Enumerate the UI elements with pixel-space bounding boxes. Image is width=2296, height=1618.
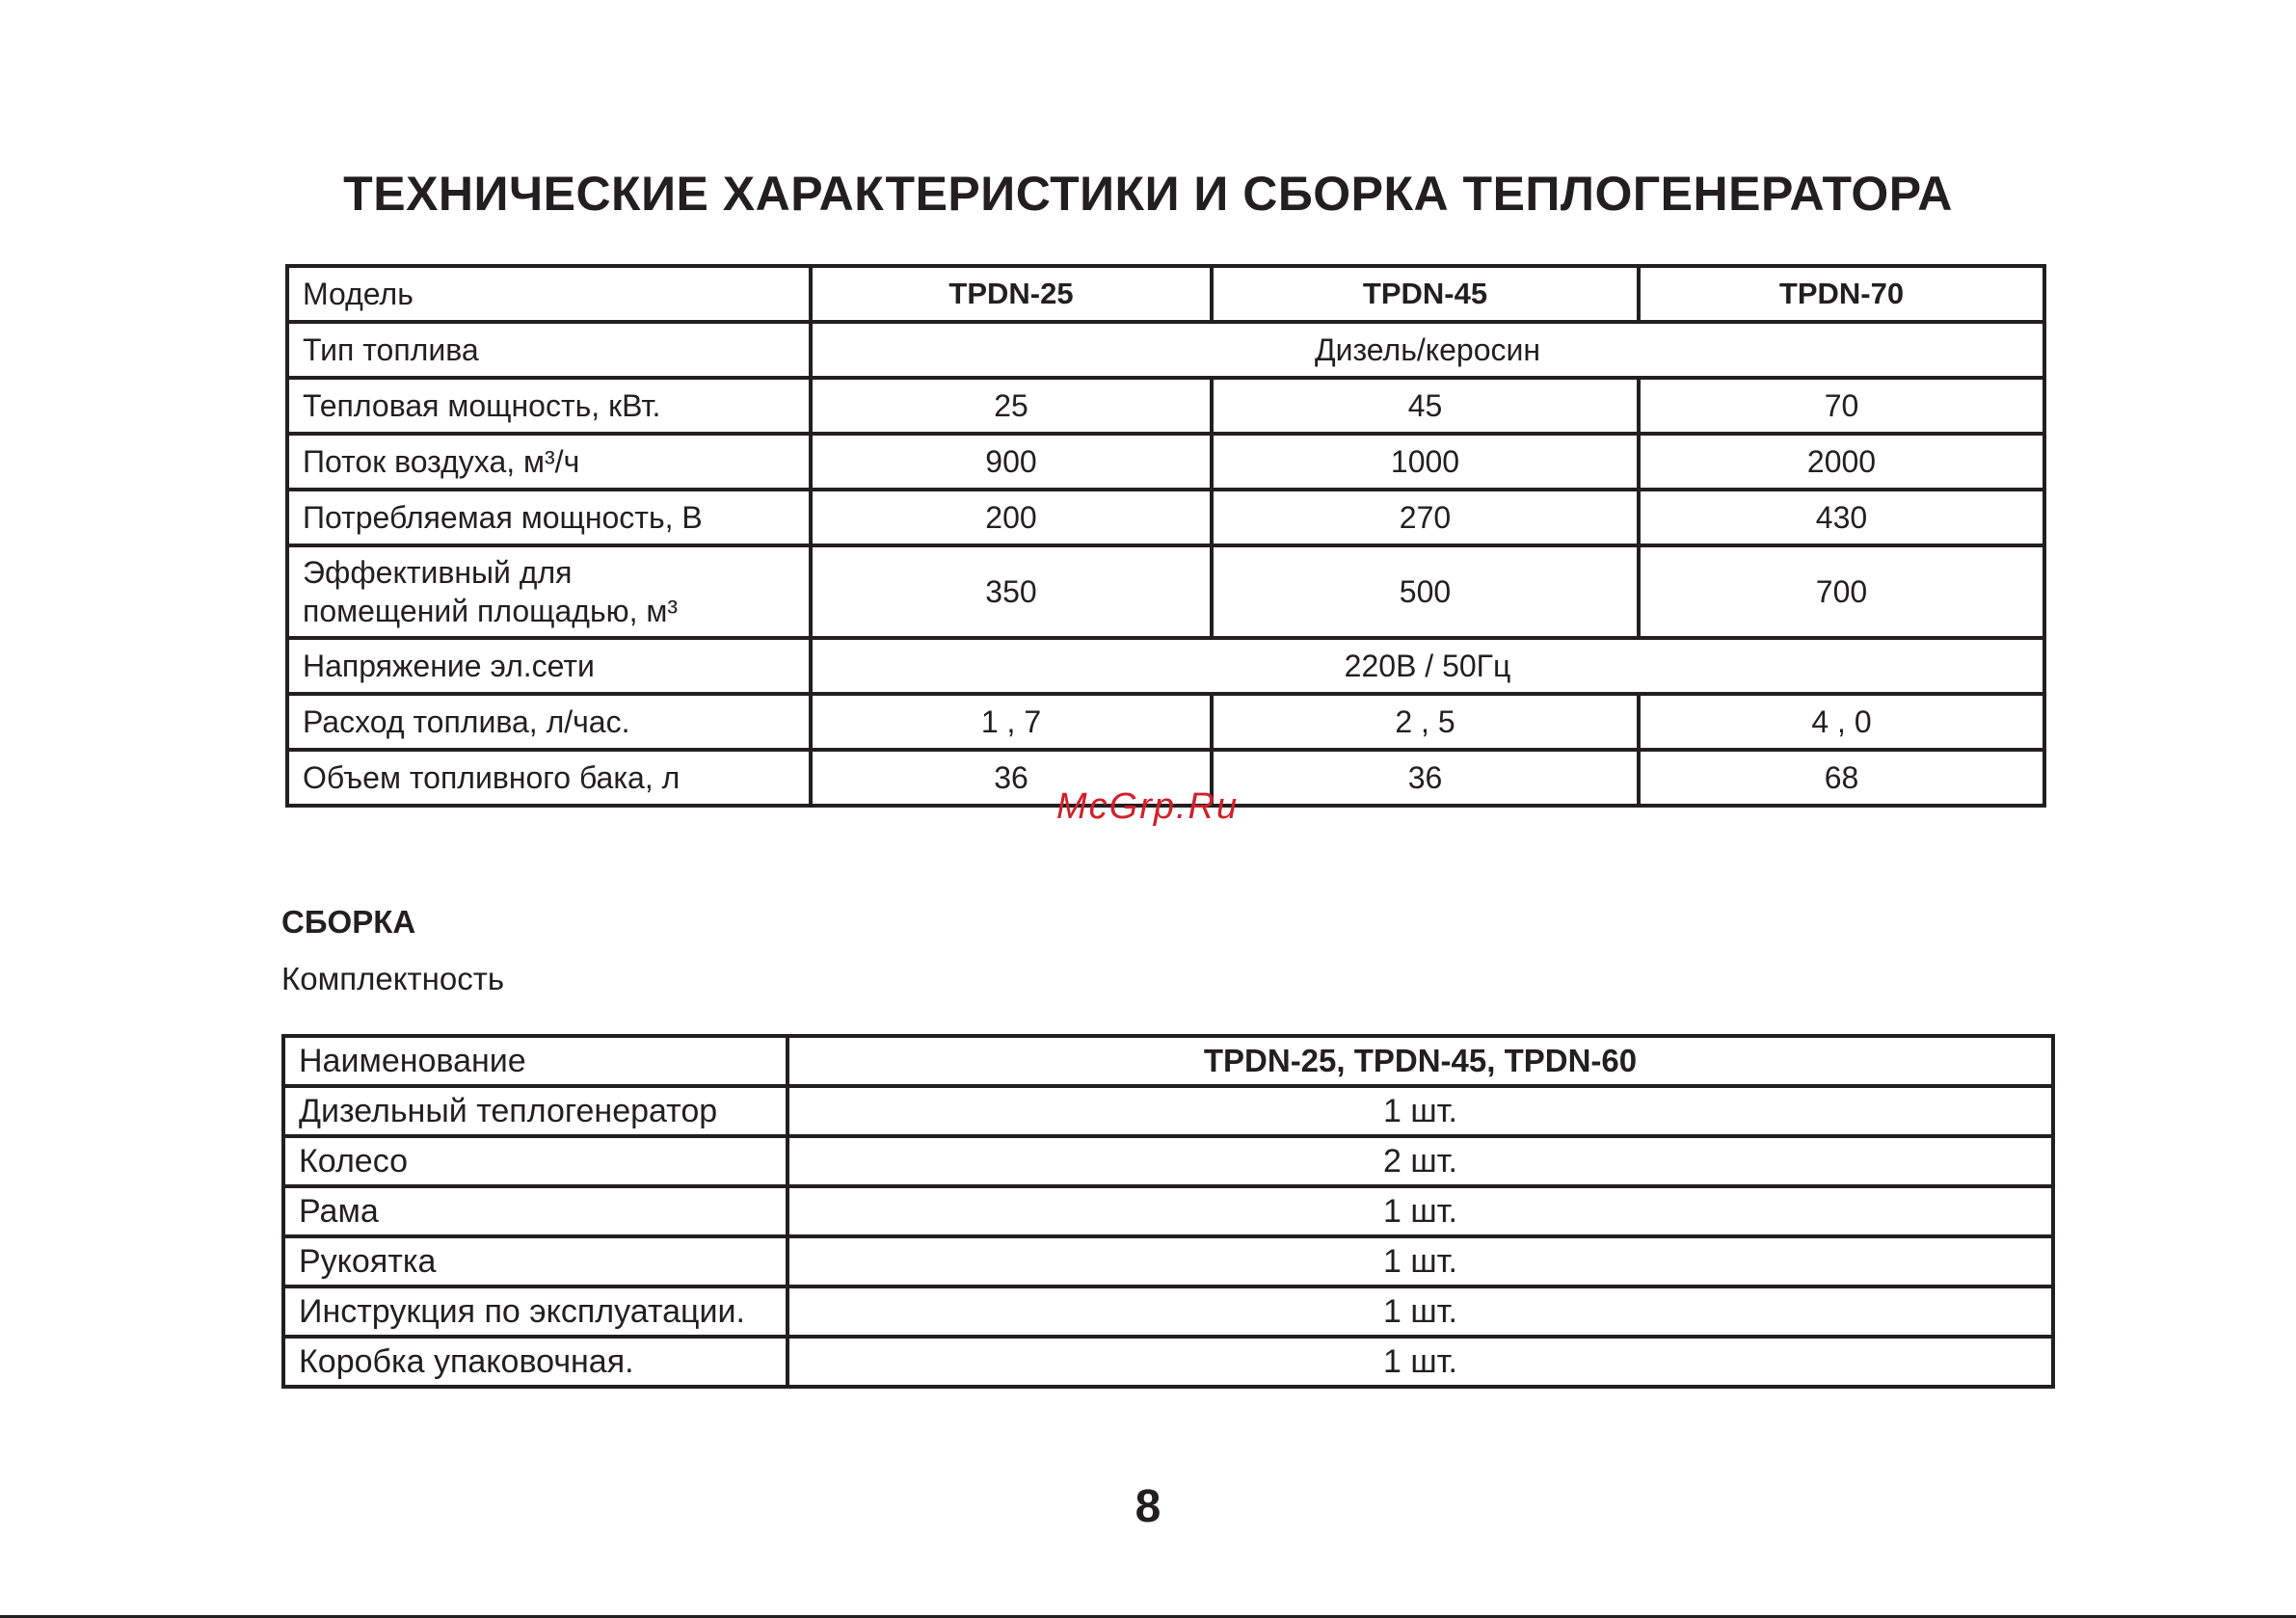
kit-row [283, 1086, 2053, 1136]
spec-value: 2 , 5 [1212, 694, 1639, 750]
spec-value: 36 [1212, 750, 1639, 806]
kit-item-qty: 1 шт. [788, 1337, 2053, 1387]
kit-header-row [283, 1036, 2053, 1086]
spec-label: Потребляемая мощность, В [287, 490, 811, 545]
kit-item-name: Рама [283, 1186, 788, 1236]
kit-row [283, 1337, 2053, 1387]
assembly-subtitle: Комплектность [281, 961, 505, 996]
assembly-title: СБОРКА [281, 904, 416, 940]
spec-label: Тип топлива [287, 322, 811, 378]
kit-item-name: Колесо [283, 1136, 788, 1186]
spec-row-fuel-consumption [287, 694, 2044, 750]
spec-row-heat-power [287, 378, 2044, 434]
spec-value: 220В / 50Гц [811, 638, 2044, 694]
spec-label: Тепловая мощность, кВт. [287, 378, 811, 434]
spec-table [285, 264, 2046, 808]
page-title: ТЕХНИЧЕСКИЕ ХАРАКТЕРИСТИКИ И СБОРКА ТЕПЛОГЕНЕРАТОРА [343, 167, 1953, 221]
spec-row-voltage [287, 638, 2044, 694]
spec-value: 45 [1212, 378, 1639, 434]
spec-value: 2000 [1639, 434, 2044, 490]
page-number: 8 [1135, 1481, 1161, 1532]
kit-row [283, 1286, 2053, 1337]
spec-row-air-flow [287, 434, 2044, 490]
spec-label-line: помещений площадью, м³ [303, 594, 679, 628]
spec-value: 270 [1212, 490, 1639, 545]
kit-row [283, 1136, 2053, 1186]
model-tpdn-70: TPDN-70 [1639, 266, 2044, 322]
spec-label-model: Модель [287, 266, 811, 322]
spec-value: 1 , 7 [811, 694, 1212, 750]
model-tpdn-25: TPDN-25 [811, 266, 1212, 322]
spec-label: Напряжение эл.сети [287, 638, 811, 694]
spec-label-line: Эффективный для [303, 555, 573, 590]
kit-item-qty: 1 шт. [788, 1286, 2053, 1337]
spec-value: 200 [811, 490, 1212, 545]
spec-label: Объем топливного бака, л [287, 750, 811, 806]
spec-value: 1000 [1212, 434, 1639, 490]
spec-row-effective-area [287, 545, 2044, 638]
kit-item-qty: 1 шт. [788, 1186, 2053, 1236]
kit-item-qty: 2 шт. [788, 1136, 2053, 1186]
kit-item-name: Инструкция по эксплуатации. [283, 1286, 788, 1337]
spec-value: 25 [811, 378, 1212, 434]
kit-item-name: Коробка упаковочная. [283, 1337, 788, 1387]
kit-table [281, 1034, 2055, 1389]
spec-value: 70 [1639, 378, 2044, 434]
spec-label [287, 545, 811, 638]
spec-label: Поток воздуха, м³/ч [287, 434, 811, 490]
spec-label: Расход топлива, л/час. [287, 694, 811, 750]
spec-value: 430 [1639, 490, 2044, 545]
kit-item-name: Дизельный теплогенератор [283, 1086, 788, 1136]
spec-row-fuel-type [287, 322, 2044, 378]
kit-row [283, 1236, 2053, 1286]
spec-header-row [287, 266, 2044, 322]
spec-row-power-consumption [287, 490, 2044, 545]
spec-value: 350 [811, 545, 1212, 638]
watermark: McGrp.Ru [1056, 786, 1240, 827]
spec-value: 4 , 0 [1639, 694, 2044, 750]
kit-item-qty: 1 шт. [788, 1086, 2053, 1136]
spec-value: 700 [1639, 545, 2044, 638]
kit-header-label: Наименование [283, 1036, 788, 1086]
spec-value: 500 [1212, 545, 1639, 638]
model-tpdn-45: TPDN-45 [1212, 266, 1639, 322]
spec-value: Дизель/керосин [811, 322, 2044, 378]
kit-row [283, 1186, 2053, 1236]
spec-value: 36 [811, 750, 1212, 806]
kit-item-name: Рукоятка [283, 1236, 788, 1286]
kit-header-models: TPDN-25, TPDN-45, TPDN-60 [788, 1036, 2053, 1086]
kit-item-qty: 1 шт. [788, 1236, 2053, 1286]
spec-value: 900 [811, 434, 1212, 490]
spec-value: 68 [1639, 750, 2044, 806]
